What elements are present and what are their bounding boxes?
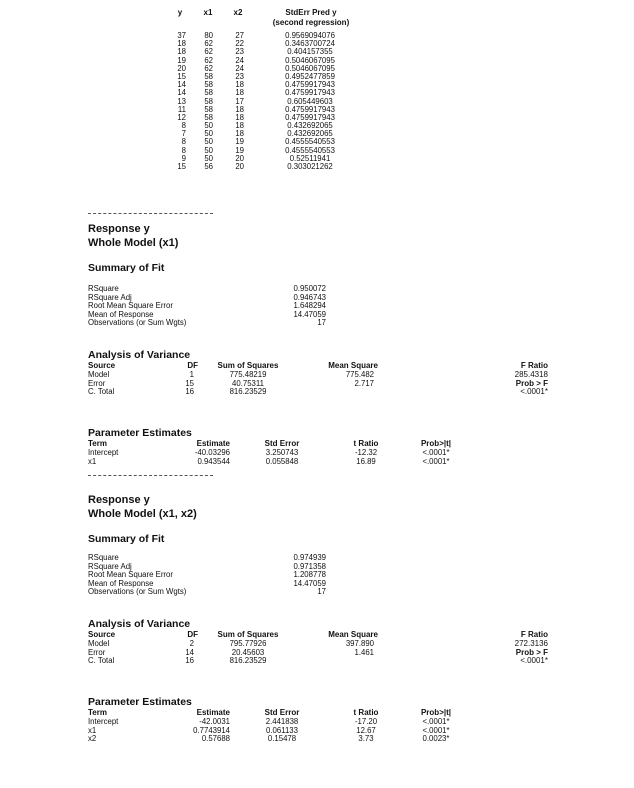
cell: 37: [177, 31, 186, 40]
cell: 20.45603: [231, 647, 265, 657]
cell: C. Total: [88, 656, 115, 666]
cell: 58: [204, 80, 213, 90]
summary-of-fit-title: Summary of Fit: [88, 533, 165, 545]
cell: 24: [235, 55, 244, 65]
param-probs: [414, 718, 458, 744]
cell: Model: [88, 639, 110, 648]
anova-ss: [212, 371, 284, 397]
cell: 18: [177, 39, 186, 49]
cell: 0.57688: [201, 734, 230, 744]
anova-f-ratio: 285.4318: [514, 370, 548, 379]
param-t-ratios: [346, 718, 386, 744]
anova-prob-label: Prob > F: [515, 378, 548, 388]
param-header-term: Term: [88, 708, 107, 717]
param-estimates-title: Parameter Estimates: [88, 427, 192, 439]
cell: 0.4759917943: [285, 80, 335, 90]
cell: 18: [177, 47, 186, 57]
cell: 50: [204, 121, 213, 131]
cell: <.0001*: [422, 725, 450, 735]
anova-header-df: DF: [187, 361, 198, 370]
anova-f-ratio: 272.3136: [514, 639, 548, 648]
cell: 0.3463700724: [285, 39, 335, 49]
cell: 8: [181, 137, 186, 147]
cell: <.0001*: [422, 456, 450, 466]
cell: 0.605449603: [287, 96, 333, 106]
cell: 23: [235, 47, 244, 57]
col-header-x2: x2: [233, 8, 243, 17]
cell: 18: [235, 121, 244, 131]
param-t-ratios: [346, 449, 386, 466]
anova-header-ms: Mean Square: [328, 361, 378, 370]
cell: 56: [204, 162, 213, 171]
cell: 62: [204, 47, 213, 57]
param-estimates: [176, 718, 230, 744]
summary-labels: [88, 554, 186, 597]
cell: 0.303021262: [287, 162, 333, 171]
cell: 9: [181, 153, 186, 163]
divider: [88, 475, 213, 476]
model-subtitle: Whole Model (x1, x2): [88, 508, 197, 520]
cell: 16.89: [356, 456, 376, 466]
cell: RSquare: [88, 553, 119, 562]
cell: 80: [204, 31, 213, 40]
cell: -40.03296: [194, 448, 230, 457]
cell: 8: [181, 121, 186, 131]
cell: 17: [235, 96, 244, 106]
cell: Root Mean Square Error: [88, 301, 173, 311]
cell: 18: [235, 88, 244, 98]
anova-header-ss: Sum of Squares: [217, 630, 279, 639]
cell: 22: [235, 39, 244, 49]
cell: 0.7743914: [193, 725, 230, 735]
cell: 19: [235, 145, 244, 155]
cell: -42.0031: [199, 717, 230, 726]
cell: 16: [185, 387, 194, 397]
cell: 775.482: [345, 370, 374, 379]
anova-header-df: DF: [187, 630, 198, 639]
cell: 14: [185, 647, 194, 657]
cell: 12: [177, 112, 186, 122]
cell: 1.461: [354, 647, 374, 657]
param-terms: [88, 449, 118, 466]
col-header-stderr-sub: (second regression): [272, 18, 350, 27]
response-title: Response y: [88, 494, 150, 506]
anova-header-source: Source: [88, 630, 116, 639]
cell: 0.5046067095: [285, 63, 335, 73]
cell: 18: [235, 129, 244, 139]
cell: 18: [235, 112, 244, 122]
param-header-estimate: Estimate: [196, 708, 230, 717]
cell: 58: [204, 112, 213, 122]
anova-title: Analysis of Variance: [88, 618, 191, 630]
cell: RSquare Adj: [88, 561, 132, 571]
cell: 17: [317, 318, 326, 328]
param-probs: [414, 449, 458, 466]
cell: -12.32: [354, 448, 378, 457]
cell: 20: [235, 162, 244, 171]
cell: 0.4555540553: [285, 137, 335, 147]
cell: 23: [235, 71, 244, 81]
anova-df: [180, 371, 194, 397]
cell: 15: [177, 71, 186, 81]
anova-sources: [88, 640, 114, 666]
column-stderr: [260, 32, 360, 171]
param-terms: [88, 718, 118, 744]
cell: 0.946743: [293, 292, 326, 302]
cell: 0.9569094076: [285, 31, 335, 40]
cell: 50: [204, 153, 213, 163]
cell: 0.52511941: [289, 153, 331, 163]
cell: 27: [235, 31, 244, 40]
anova-ms: [320, 371, 374, 388]
cell: 58: [204, 96, 213, 106]
cell: 0.950072: [293, 284, 326, 293]
anova-sources: [88, 371, 114, 397]
cell: Model: [88, 370, 110, 379]
cell: 816.23529: [229, 387, 267, 397]
cell: 0.432692065: [287, 121, 333, 131]
anova-header-f: F Ratio: [520, 361, 548, 370]
cell: 0.4759917943: [285, 88, 335, 98]
cell: 50: [204, 145, 213, 155]
cell: 775.48219: [229, 370, 267, 379]
cell: 16: [185, 656, 194, 666]
cell: RSquare: [88, 284, 119, 293]
cell: 2.717: [354, 378, 374, 388]
anova-ss: [212, 640, 284, 666]
cell: 58: [204, 71, 213, 81]
cell: x1: [88, 725, 97, 735]
cell: 58: [204, 104, 213, 114]
cell: 0.5046067095: [285, 55, 335, 65]
cell: 1.208778: [293, 570, 326, 580]
cell: -17.20: [354, 717, 378, 726]
cell: 19: [235, 137, 244, 147]
column-x1: [195, 32, 213, 171]
column-y: [168, 32, 186, 171]
cell: 0.0023*: [422, 734, 450, 744]
summary-values: [264, 554, 326, 597]
cell: 62: [204, 39, 213, 49]
cell: 1.648294: [293, 301, 326, 311]
cell: 1: [189, 370, 194, 379]
cell: 14: [177, 88, 186, 98]
cell: 0.4759917943: [285, 112, 335, 122]
summary-labels: [88, 285, 186, 328]
anova-title: Analysis of Variance: [88, 349, 191, 361]
col-header-stderr: StdErr Pred y: [285, 8, 337, 17]
cell: 0.4952477859: [285, 71, 335, 81]
cell: <.0001*: [422, 717, 450, 726]
cell: 40.75311: [232, 378, 264, 388]
cell: 24: [235, 63, 244, 73]
cell: 11: [177, 104, 186, 114]
cell: 0.4555540553: [285, 145, 335, 155]
anova-header-source: Source: [88, 361, 116, 370]
anova-prob: <.0001*: [520, 656, 548, 666]
cell: Mean of Response: [88, 578, 154, 588]
cell: Error: [88, 647, 106, 657]
param-std-errors: [256, 449, 308, 466]
cell: Error: [88, 378, 106, 388]
cell: 0.974939: [293, 553, 326, 562]
cell: 3.250743: [265, 448, 299, 457]
cell: 14: [177, 80, 186, 90]
cell: 19: [177, 55, 186, 65]
cell: 8: [181, 145, 186, 155]
cell: 15: [177, 162, 186, 171]
cell: 18: [235, 80, 244, 90]
cell: 18: [235, 104, 244, 114]
param-std-errors: [256, 718, 308, 744]
cell: 0.971358: [293, 561, 326, 571]
cell: 20: [177, 63, 186, 73]
model-subtitle: Whole Model (x1): [88, 237, 179, 249]
cell: 13: [177, 96, 186, 106]
cell: 0.061133: [266, 725, 298, 735]
column-x2: [226, 32, 244, 171]
cell: 3.73: [358, 734, 374, 744]
param-header-tratio: t Ratio: [353, 439, 379, 448]
cell: x2: [88, 734, 97, 744]
cell: 0.4759917943: [285, 104, 335, 114]
anova-prob: <.0001*: [520, 387, 548, 397]
cell: 14.47059: [293, 578, 326, 588]
cell: 50: [204, 137, 213, 147]
cell: 0.404157355: [287, 47, 333, 57]
cell: 0.432692065: [287, 129, 333, 139]
anova-header-ss: Sum of Squares: [217, 361, 279, 370]
cell: 2: [189, 639, 194, 648]
cell: 58: [204, 88, 213, 98]
response-title: Response y: [88, 223, 150, 235]
cell: Intercept: [88, 717, 119, 726]
cell: 14.47059: [293, 309, 326, 319]
param-header-estimate: Estimate: [196, 439, 230, 448]
cell: x1: [88, 456, 97, 466]
cell: Root Mean Square Error: [88, 570, 173, 580]
param-header-tratio: t Ratio: [353, 708, 379, 717]
cell: 62: [204, 63, 213, 73]
param-estimates-title: Parameter Estimates: [88, 696, 192, 708]
cell: C. Total: [88, 387, 115, 397]
param-header-stderr: Std Error: [264, 439, 300, 448]
cell: 0.943544: [197, 456, 230, 466]
param-estimates: [176, 449, 230, 466]
cell: Intercept: [88, 448, 119, 457]
summary-of-fit-title: Summary of Fit: [88, 262, 165, 274]
cell: 20: [235, 153, 244, 163]
param-header-prob: Prob>|t|: [420, 708, 452, 717]
cell: <.0001*: [422, 448, 450, 457]
divider: [88, 213, 213, 214]
cell: 0.15478: [267, 734, 297, 744]
col-header-y: y: [177, 8, 183, 17]
cell: Observations (or Sum Wgts): [88, 318, 187, 328]
anova-header-ms: Mean Square: [328, 630, 378, 639]
cell: 816.23529: [229, 656, 267, 666]
anova-prob-label: Prob > F: [515, 647, 548, 657]
cell: 17: [317, 587, 326, 597]
param-header-stderr: Std Error: [264, 708, 300, 717]
cell: RSquare Adj: [88, 292, 132, 302]
cell: 15: [185, 378, 194, 388]
cell: 397.890: [345, 639, 374, 648]
anova-header-f: F Ratio: [520, 630, 548, 639]
cell: Observations (or Sum Wgts): [88, 587, 187, 597]
cell: 7: [181, 129, 186, 139]
cell: 2.441838: [265, 717, 299, 726]
col-header-x1: x1: [203, 8, 213, 17]
anova-df: [180, 640, 194, 666]
summary-values: [264, 285, 326, 328]
cell: 795.77926: [229, 639, 267, 648]
cell: 12.67: [356, 725, 376, 735]
param-header-term: Term: [88, 439, 107, 448]
param-header-prob: Prob>|t|: [420, 439, 452, 448]
cell: 62: [204, 55, 213, 65]
anova-ms: [320, 640, 374, 657]
cell: Mean of Response: [88, 309, 154, 319]
cell: 0.055848: [265, 456, 299, 466]
cell: 50: [204, 129, 213, 139]
